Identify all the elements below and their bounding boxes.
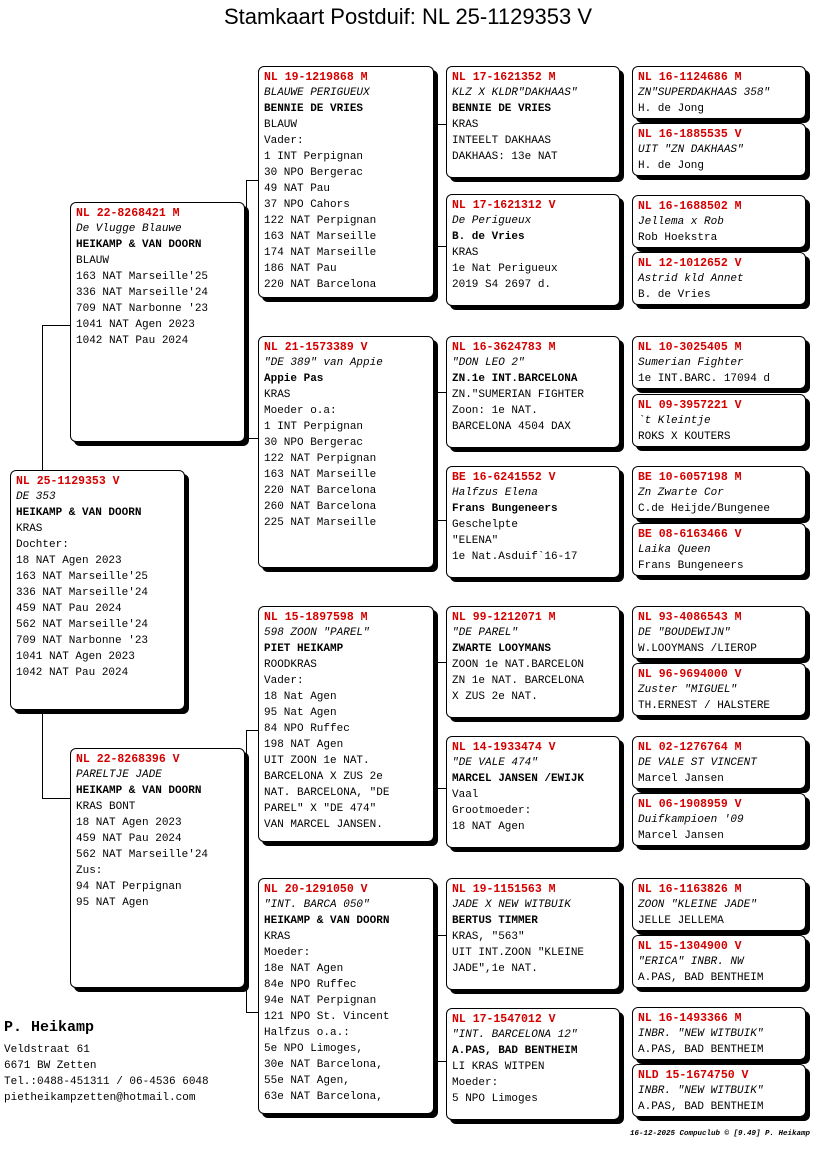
owner-name: HEIKAMP & VAN DOORN xyxy=(76,785,202,797)
info-line: KRAS xyxy=(452,119,479,131)
info-line: 163 NAT Marseille'25 xyxy=(76,271,209,283)
info-line: 459 NAT Pau 2024 xyxy=(16,603,122,615)
info-line: VAN MARCEL JANSEN. xyxy=(264,819,383,831)
pigeon-name: Zn Zwarte Cor xyxy=(638,487,724,499)
pedigree-card-gen5 xyxy=(632,736,806,789)
owner-name: TH.ERNEST / HALSTERE xyxy=(638,700,771,712)
info-line: 55e NAT Agen, xyxy=(264,1075,350,1087)
pigeon-name: INBR. "NEW WITBUIK" xyxy=(638,1085,764,1097)
pedigree-card-mother xyxy=(70,748,245,988)
info-line: Dochter: xyxy=(16,539,69,551)
ring-number: BE 08-6163466 V xyxy=(638,528,742,541)
pigeon-name: De Vlugge Blauwe xyxy=(76,223,182,235)
info-line: 1e Nat Perigueux xyxy=(452,263,558,275)
info-line: 163 NAT Marseille xyxy=(264,231,377,243)
pedigree-card-grandparent xyxy=(258,878,434,1114)
connector xyxy=(434,520,446,521)
info-line: ZN."SUMERIAN FIGHTER xyxy=(452,389,585,401)
ring-number: NL 16-1493366 M xyxy=(638,1012,742,1025)
ring-number: BE 16-6241552 V xyxy=(452,471,556,484)
info-line: 121 NPO St. Vincent xyxy=(264,1011,390,1023)
pedigree-card-gen5 xyxy=(632,336,806,389)
owner-name: A.PAS, BAD BENTHEIM xyxy=(638,1101,764,1113)
connector xyxy=(434,124,435,246)
connector xyxy=(434,662,446,663)
pigeon-name: UIT "ZN DAKHAAS" xyxy=(638,144,744,156)
info-line: 95 Nat Agen xyxy=(264,707,337,719)
owner-name: Marcel Jansen xyxy=(638,830,724,842)
owner-name: W.LOOYMANS /LIEROP xyxy=(638,643,757,655)
owner-name: PIET HEIKAMP xyxy=(264,643,344,655)
pigeon-name: "DON LEO 2" xyxy=(452,357,525,369)
breeder-name: P. Heikamp xyxy=(4,1019,95,1036)
owner-name: BENNIE DE VRIES xyxy=(264,103,364,115)
info-line: 562 NAT Marseille'24 xyxy=(16,619,149,631)
owner-name: MARCEL JANSEN /EWIJK xyxy=(452,773,585,785)
ring-number: NL 10-3025405 M xyxy=(638,341,742,354)
info-line: 163 NAT Marseille'25 xyxy=(16,571,149,583)
pigeon-name: Halfzus Elena xyxy=(452,487,538,499)
pedigree-card-grandparent xyxy=(258,66,434,298)
info-line: 18 NAT Agen 2023 xyxy=(76,817,182,829)
pedigree-card-grandparent xyxy=(258,606,434,842)
pedigree-card-gen5 xyxy=(632,66,806,119)
info-line: NAT. BARCELONA, "DE xyxy=(264,787,390,799)
owner-name: Frans Bungeneers xyxy=(452,503,558,515)
info-line: X ZUS 2e NAT. xyxy=(452,691,538,703)
pigeon-name: DE 353 xyxy=(16,491,56,503)
pedigree-card-father xyxy=(70,202,245,442)
info-line: 49 NAT Pau xyxy=(264,183,331,195)
ring-number: NL 15-1304900 V xyxy=(638,940,742,953)
pedigree-card-gen5 xyxy=(632,935,806,988)
owner-name: Frans Bungeneers xyxy=(638,560,744,572)
pedigree-card-grandparent xyxy=(258,336,434,568)
ring-number: NL 16-1688502 M xyxy=(638,200,742,213)
owner-name: HEIKAMP & VAN DOORN xyxy=(76,239,202,251)
info-line: 63e NAT Barcelona, xyxy=(264,1091,383,1103)
pedigree-card-subject xyxy=(10,470,185,710)
pedigree-card-gen5 xyxy=(632,466,806,519)
pigeon-name: Duifkampioen '09 xyxy=(638,814,744,826)
info-line: ZOON 1e NAT.BARCELON xyxy=(452,659,585,671)
info-line: UIT INT.ZOON "KLEINE xyxy=(452,947,585,959)
info-line: 1041 NAT Agen 2023 xyxy=(76,319,195,331)
info-line: 1041 NAT Agen 2023 xyxy=(16,651,135,663)
info-line: KRAS BONT xyxy=(76,801,136,813)
ring-number: NL 16-1124686 M xyxy=(638,71,742,84)
pedigree-card-great-grandparent xyxy=(446,878,620,990)
info-line: Zoon: 1e NAT. xyxy=(452,405,538,417)
ring-number: NL 06-1908959 V xyxy=(638,798,742,811)
ring-number: NL 93-4086543 M xyxy=(638,611,742,624)
pedigree-card-gen5 xyxy=(632,663,806,716)
ring-number: NL 22-8268421 M xyxy=(76,207,180,220)
info-line: Zus: xyxy=(76,865,103,877)
ring-number: NL 19-1219868 M xyxy=(264,71,368,84)
pedigree-card-gen5 xyxy=(632,793,806,846)
info-line: Vaal xyxy=(452,789,479,801)
pedigree-card-gen5 xyxy=(632,1064,806,1117)
pigeon-name: INBR. "NEW WITBUIK" xyxy=(638,1028,764,1040)
pigeon-name: Astrid kld Annet xyxy=(638,273,744,285)
info-line: 94 NAT Perpignan xyxy=(76,881,182,893)
pedigree-card-gen5 xyxy=(632,195,806,248)
page-title: Stamkaart Postduif: NL 25-1129353 V xyxy=(223,4,593,29)
pigeon-name: JADE X NEW WITBUIK xyxy=(452,899,571,911)
info-line: 1e Nat.Asduif`16-17 xyxy=(452,551,578,563)
ring-number: NL 21-1573389 V xyxy=(264,341,368,354)
owner-name: Marcel Jansen xyxy=(638,773,724,785)
pedigree-card-great-grandparent xyxy=(446,194,620,306)
owner-name: C.de Heijde/Bungenee xyxy=(638,503,771,515)
owner-name: 1e INT.BARC. 17094 d xyxy=(638,373,771,385)
info-line: 1042 NAT Pau 2024 xyxy=(16,667,129,679)
info-line: Geschelpte xyxy=(452,519,519,531)
info-line: 225 NAT Marseille xyxy=(264,517,377,529)
info-line: 709 NAT Narbonne '23 xyxy=(76,303,209,315)
pigeon-name: "DE PAREL" xyxy=(452,627,519,639)
info-line: 174 NAT Marseille xyxy=(264,247,377,259)
ring-number: BE 10-6057198 M xyxy=(638,471,742,484)
info-line: 336 NAT Marseille'24 xyxy=(76,287,209,299)
ring-number: NL 22-8268396 V xyxy=(76,753,180,766)
owner-name: BENNIE DE VRIES xyxy=(452,103,552,115)
ring-number: NL 20-1291050 V xyxy=(264,883,368,896)
pedigree-card-gen5 xyxy=(632,878,806,931)
connector xyxy=(246,180,258,181)
connector xyxy=(246,180,247,438)
info-line: ZN 1e NAT. BARCELONA xyxy=(452,675,585,687)
ring-number: NL 12-1012652 V xyxy=(638,257,742,270)
pigeon-name: "INT. BARCELONA 12" xyxy=(452,1029,578,1041)
info-line: 220 NAT Barcelona xyxy=(264,485,377,497)
info-line: KRAS xyxy=(264,931,291,943)
info-line: 18 Nat Agen xyxy=(264,691,337,703)
ring-number: NL 02-1276764 M xyxy=(638,741,742,754)
pigeon-name: KLZ X KLDR"DAKHAAS" xyxy=(452,87,578,99)
breeder-info xyxy=(4,1018,209,1106)
info-line: 260 NAT Barcelona xyxy=(264,501,377,513)
ring-number: NL 99-1212071 M xyxy=(452,611,556,624)
info-line: 336 NAT Marseille'24 xyxy=(16,587,149,599)
pedigree-card-great-grandparent xyxy=(446,336,620,448)
pigeon-name: Laika Queen xyxy=(638,544,711,556)
connector xyxy=(42,325,70,326)
owner-name: ROKS X KOUTERS xyxy=(638,431,731,443)
ring-number: NL 16-1163826 M xyxy=(638,883,742,896)
info-line: 18 NAT Agen 2023 xyxy=(16,555,122,567)
ring-number: NL 17-1621352 M xyxy=(452,71,556,84)
footer-credit: 16-12-2025 Compuclub © [9.49] P. Heikamp xyxy=(629,1130,810,1138)
ring-number: NL 16-3624783 M xyxy=(452,341,556,354)
pedigree-card-great-grandparent xyxy=(446,466,620,578)
info-line: Halfzus o.a.: xyxy=(264,1027,350,1039)
info-line: 186 NAT Pau xyxy=(264,263,337,275)
breeder-city: 6671 BW Zetten xyxy=(4,1060,97,1072)
pigeon-name: 598 ZOON "PAREL" xyxy=(264,627,370,639)
info-line: 198 NAT Agen xyxy=(264,739,344,751)
info-line: KRAS xyxy=(16,523,43,535)
connector xyxy=(434,935,435,1061)
ring-number: NL 14-1933474 V xyxy=(452,741,556,754)
info-line: 2019 S4 2697 d. xyxy=(452,279,552,291)
pedigree-card-gen5 xyxy=(632,123,806,176)
info-line: 95 NAT Agen xyxy=(76,897,149,909)
pigeon-name: De Perigueux xyxy=(452,215,532,227)
info-line: 163 NAT Marseille xyxy=(264,469,377,481)
pigeon-name: "INT. BARCA 050" xyxy=(264,899,370,911)
info-line: UIT ZOON 1e NAT. xyxy=(264,755,370,767)
owner-name: ZWARTE LOOYMANS xyxy=(452,643,552,655)
owner-name: A.PAS, BAD BENTHEIM xyxy=(452,1045,578,1057)
info-line: 18e NAT Agen xyxy=(264,963,344,975)
info-line: 709 NAT Narbonne '23 xyxy=(16,635,149,647)
owner-name: HEIKAMP & VAN DOORN xyxy=(16,507,142,519)
connector xyxy=(434,1061,446,1062)
connector xyxy=(434,392,435,520)
info-line: 1042 NAT Pau 2024 xyxy=(76,335,189,347)
info-line: 84e NPO Ruffec xyxy=(264,979,357,991)
breeder-phone: Tel.:0488-451311 / 06-4536 6048 xyxy=(4,1076,209,1088)
pedigree-card-gen5 xyxy=(632,252,806,305)
pedigree-card-great-grandparent xyxy=(446,1008,620,1120)
pigeon-name: DE "BOUDEWIJN" xyxy=(638,627,731,639)
info-line: KRAS, "563" xyxy=(452,931,525,943)
pedigree-card-gen5 xyxy=(632,523,806,576)
info-line: 562 NAT Marseille'24 xyxy=(76,849,209,861)
pigeon-name: Zuster "MIGUEL" xyxy=(638,684,738,696)
info-line: 30 NPO Bergerac xyxy=(264,167,364,179)
info-line: 1 INT Perpignan xyxy=(264,421,364,433)
info-line: INTEELT DAKHAAS xyxy=(452,135,552,147)
info-line: 5 NPO Limoges xyxy=(452,1093,538,1105)
info-line: KRAS xyxy=(264,389,291,401)
pigeon-name: "DE VALE 474" xyxy=(452,757,538,769)
info-line: 1 INT Perpignan xyxy=(264,151,364,163)
pigeon-name: ZN"SUPERDAKHAAS 358" xyxy=(638,87,771,99)
ring-number: NL 16-1885535 V xyxy=(638,128,742,141)
pigeon-name: Sumerian Fighter xyxy=(638,357,744,369)
owner-name: Rob Hoekstra xyxy=(638,232,718,244)
info-line: DAKHAAS: 13e NAT xyxy=(452,151,558,163)
ring-number: NL 17-1547012 V xyxy=(452,1013,556,1026)
connector xyxy=(42,710,43,798)
info-line: 84 NPO Ruffec xyxy=(264,723,350,735)
owner-name: H. de Jong xyxy=(638,160,705,172)
info-line: BLAUW xyxy=(264,119,298,131)
owner-name: A.PAS, BAD BENTHEIM xyxy=(638,972,764,984)
info-line: Grootmoeder: xyxy=(452,805,532,817)
owner-name: HEIKAMP & VAN DOORN xyxy=(264,915,390,927)
info-line: 94e NAT Perpignan xyxy=(264,995,377,1007)
connector xyxy=(246,730,247,1012)
info-line: 18 NAT Agen xyxy=(452,821,525,833)
info-line: BARCELONA X ZUS 2e xyxy=(264,771,383,783)
info-line: LI KRAS WITPEN xyxy=(452,1061,545,1073)
info-line: 37 NPO Cahors xyxy=(264,199,350,211)
connector xyxy=(434,124,446,125)
owner-name: JELLE JELLEMA xyxy=(638,915,724,927)
info-line: Moeder o.a: xyxy=(264,405,337,417)
info-line: ROODKRAS xyxy=(264,659,317,671)
owner-name: ZN.1e INT.BARCELONA xyxy=(452,373,578,385)
pedigree-card-great-grandparent xyxy=(446,736,620,848)
info-line: 5e NPO Limoges, xyxy=(264,1043,364,1055)
owner-name: Appie Pas xyxy=(264,373,324,385)
info-line: 30 NPO Bergerac xyxy=(264,437,364,449)
pedigree-card-gen5 xyxy=(632,394,806,447)
owner-name: B. de Vries xyxy=(452,231,525,243)
connector xyxy=(434,788,446,789)
pigeon-name: `t Kleintje xyxy=(638,415,711,427)
connector xyxy=(246,1012,258,1013)
info-line: BARCELONA 4504 DAX xyxy=(452,421,571,433)
ring-number: NL 17-1621312 V xyxy=(452,199,556,212)
info-line: Vader: xyxy=(264,135,304,147)
ring-number: NL 19-1151563 M xyxy=(452,883,556,896)
pigeon-name: "ERICA" INBR. NW xyxy=(638,956,744,968)
connector xyxy=(246,438,258,439)
info-line: 122 NAT Perpignan xyxy=(264,453,377,465)
owner-name: B. de Vries xyxy=(638,289,711,301)
ring-number: NL 25-1129353 V xyxy=(16,475,120,488)
pedigree-card-great-grandparent xyxy=(446,606,620,718)
owner-name: H. de Jong xyxy=(638,103,705,115)
pedigree-card-gen5 xyxy=(632,606,806,659)
info-line: PAREL" X "DE 474" xyxy=(264,803,377,815)
info-line: 220 NAT Barcelona xyxy=(264,279,377,291)
ring-number: NLD 15-1674750 V xyxy=(638,1069,749,1082)
breeder-street: Veldstraat 61 xyxy=(4,1044,90,1056)
info-line: 459 NAT Pau 2024 xyxy=(76,833,182,845)
info-line: BLAUW xyxy=(76,255,110,267)
ring-number: NL 09-3957221 V xyxy=(638,399,742,412)
connector xyxy=(42,325,43,470)
breeder-email: pietheikampzetten@hotmail.com xyxy=(4,1092,196,1104)
connector xyxy=(434,662,435,788)
info-line: 30e NAT Barcelona, xyxy=(264,1059,383,1071)
connector xyxy=(434,935,446,936)
info-line: 122 NAT Perpignan xyxy=(264,215,377,227)
owner-name: A.PAS, BAD BENTHEIM xyxy=(638,1044,764,1056)
pigeon-name: DE VALE ST VINCENT xyxy=(638,757,757,769)
pigeon-name: BLAUWE PERIGUEUX xyxy=(264,87,370,99)
pigeon-name: ZOON "KLEINE JADE" xyxy=(638,899,757,911)
info-line: JADE",1e NAT. xyxy=(452,963,538,975)
ring-number: NL 15-1897598 M xyxy=(264,611,368,624)
info-line: Moeder: xyxy=(264,947,311,959)
info-line: Moeder: xyxy=(452,1077,499,1089)
connector xyxy=(434,246,446,247)
pigeon-name: "DE 389" van Appie xyxy=(264,357,383,369)
connector xyxy=(246,730,258,731)
connector xyxy=(42,798,70,799)
pedigree-card-gen5 xyxy=(632,1007,806,1060)
pedigree-card-great-grandparent xyxy=(446,66,620,178)
pigeon-name: Jellema x Rob xyxy=(638,216,724,228)
ring-number: NL 96-9694000 V xyxy=(638,668,742,681)
owner-name: BERTUS TIMMER xyxy=(452,915,538,927)
connector xyxy=(434,392,446,393)
info-line: "ELENA" xyxy=(452,535,499,547)
info-line: Vader: xyxy=(264,675,304,687)
info-line: KRAS xyxy=(452,247,479,259)
pigeon-name: PARELTJE JADE xyxy=(76,769,162,781)
